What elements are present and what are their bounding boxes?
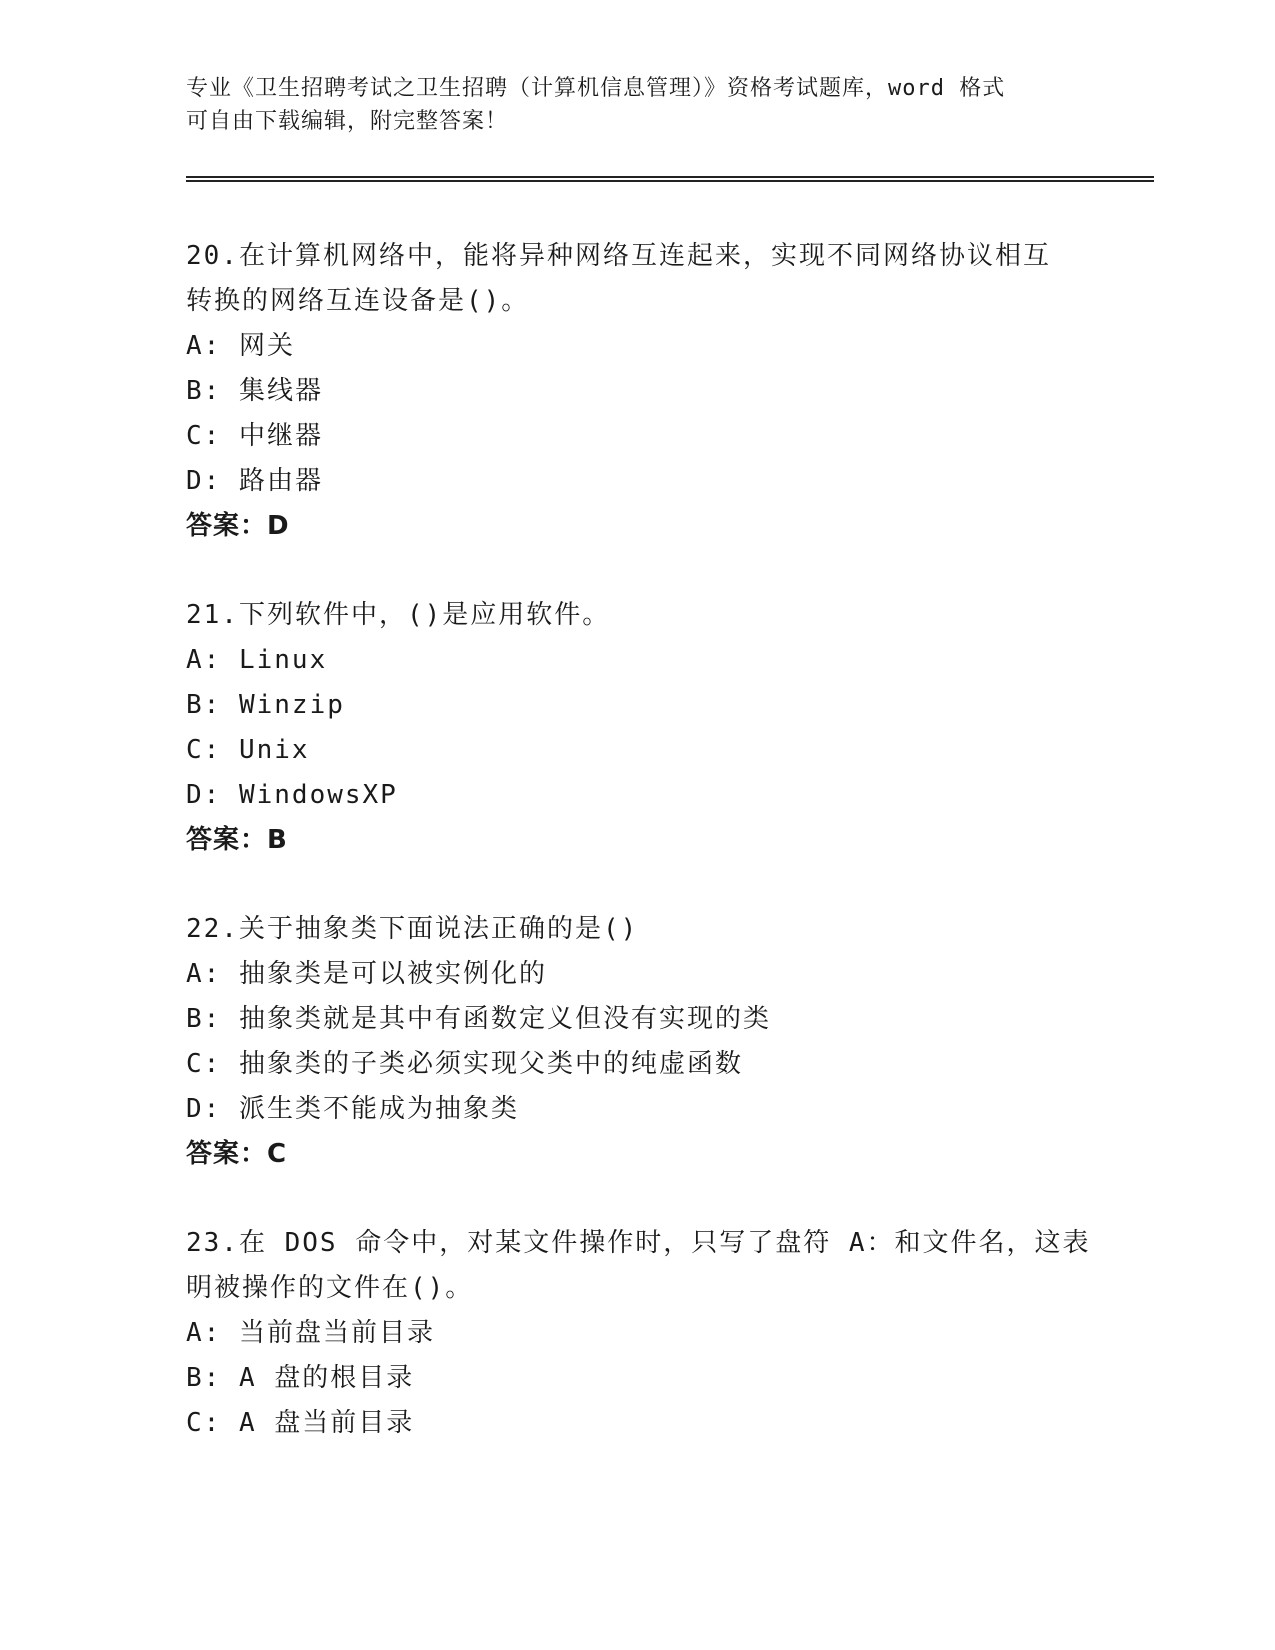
option-a: A: 抽象类是可以被实例化的: [186, 959, 547, 989]
option-d: D: 派生类不能成为抽象类: [186, 1094, 519, 1124]
option-b: B: A 盘的根目录: [186, 1363, 415, 1393]
option-b: B: Winzip: [186, 690, 345, 720]
header-divider: [186, 176, 1154, 182]
question-stem: 21.下列软件中，()是应用软件。: [186, 600, 611, 630]
option-d: D: 路由器: [186, 466, 323, 496]
option-a: A: Linux: [186, 645, 328, 675]
option-c: C: Unix: [186, 735, 310, 765]
option-b: B: 集线器: [186, 376, 323, 406]
question-20: [186, 234, 1086, 549]
question-stem: 明被操作的文件在()。: [186, 1273, 474, 1303]
document-header: [186, 72, 1086, 138]
option-a: A: 网关: [186, 331, 295, 361]
option-a: A: 当前盘当前目录: [186, 1318, 435, 1348]
question-list: [186, 234, 1091, 1490]
question-stem: 20.在计算机网络中，能将异种网络互连起来，实现不同网络协议相互: [186, 241, 1051, 271]
header-line-2: 可自由下载编辑，附完整答案！: [186, 109, 509, 134]
question-22: [186, 907, 1086, 1177]
answer: 答案：D: [186, 511, 290, 541]
header-line-1: 专业《卫生招聘考试之卫生招聘（计算机信息管理）》资格考试题库，word 格式: [186, 76, 1006, 101]
option-c: C: A 盘当前目录: [186, 1408, 415, 1438]
option-c: C: 抽象类的子类必须实现父类中的纯虚函数: [186, 1049, 743, 1079]
question-stem: 22.关于抽象类下面说法正确的是(): [186, 914, 639, 944]
question-stem: 23.在 DOS 命令中，对某文件操作时，只写了盘符 A：和文件名，这表: [186, 1228, 1091, 1258]
question-stem: 转换的网络互连设备是()。: [186, 286, 530, 316]
option-b: B: 抽象类就是其中有函数定义但没有实现的类: [186, 1004, 771, 1034]
answer: 答案：B: [186, 825, 288, 855]
option-c: C: 中继器: [186, 421, 323, 451]
answer: 答案：C: [186, 1139, 288, 1169]
question-21: [186, 593, 1086, 863]
option-d: D: WindowsXP: [186, 780, 398, 810]
question-23: [186, 1221, 1091, 1446]
